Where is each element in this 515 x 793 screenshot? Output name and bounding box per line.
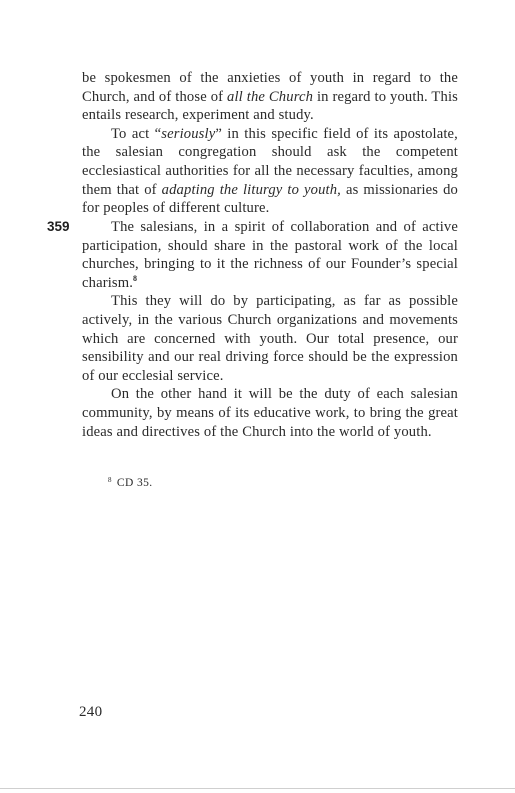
top-paragraph-2 [82, 125, 458, 218]
section-359-text-block [82, 218, 458, 441]
footnote [108, 476, 153, 489]
emphasis-text: adapting the liturgy to youth, [161, 181, 341, 198]
emphasis-text: all the Church [227, 88, 314, 105]
section-359-paragraph-1 [82, 218, 458, 292]
text-span: in regard to youth. This entails research, experiment and study. [82, 88, 458, 124]
footnote-reference[interactable]: 8 [133, 273, 138, 283]
text-span: be spokesmen of the anxieties of youth in regard to the Church, and of those of [82, 70, 458, 105]
top-text-block [82, 69, 458, 218]
text-span: To act “ [111, 125, 162, 142]
footnote-marker: 8 [108, 476, 112, 484]
top-paragraph-1 [82, 69, 458, 125]
emphasis-text: seriously [161, 125, 216, 142]
paragraph-number: 359 [47, 219, 70, 234]
text-span: as missionaries do for peoples of different culture. [82, 181, 459, 217]
footnote-text: CD 35. [116, 477, 153, 489]
page-edge-divider [0, 788, 515, 789]
text-span: ” in this specific field of its apostolate, the salesian congregation should ask the competent ecclesiastical authorities for all the necessary faculties, among them that of [82, 125, 458, 198]
section-359-paragraph-3: On the other hand it will be the duty of each salesian community, by means of its educative work, to bring the great ideas and directives of the Church into the world of youth. [82, 386, 458, 440]
page-number: 240 [79, 704, 103, 720]
text-span: The salesians, in a spirit of collaboration and of active participation, should share in the pastoral work of the local churches, bringing to it the richness of our Founder’s special charism. [82, 219, 458, 291]
section-359-paragraph-2: This they will do by participating, as far as possible actively, in the various Church organizations and movements which are concerned with youth. Our total presence, our sensibility and our real driving force should be the expression of our ecclesial service. [82, 293, 458, 384]
